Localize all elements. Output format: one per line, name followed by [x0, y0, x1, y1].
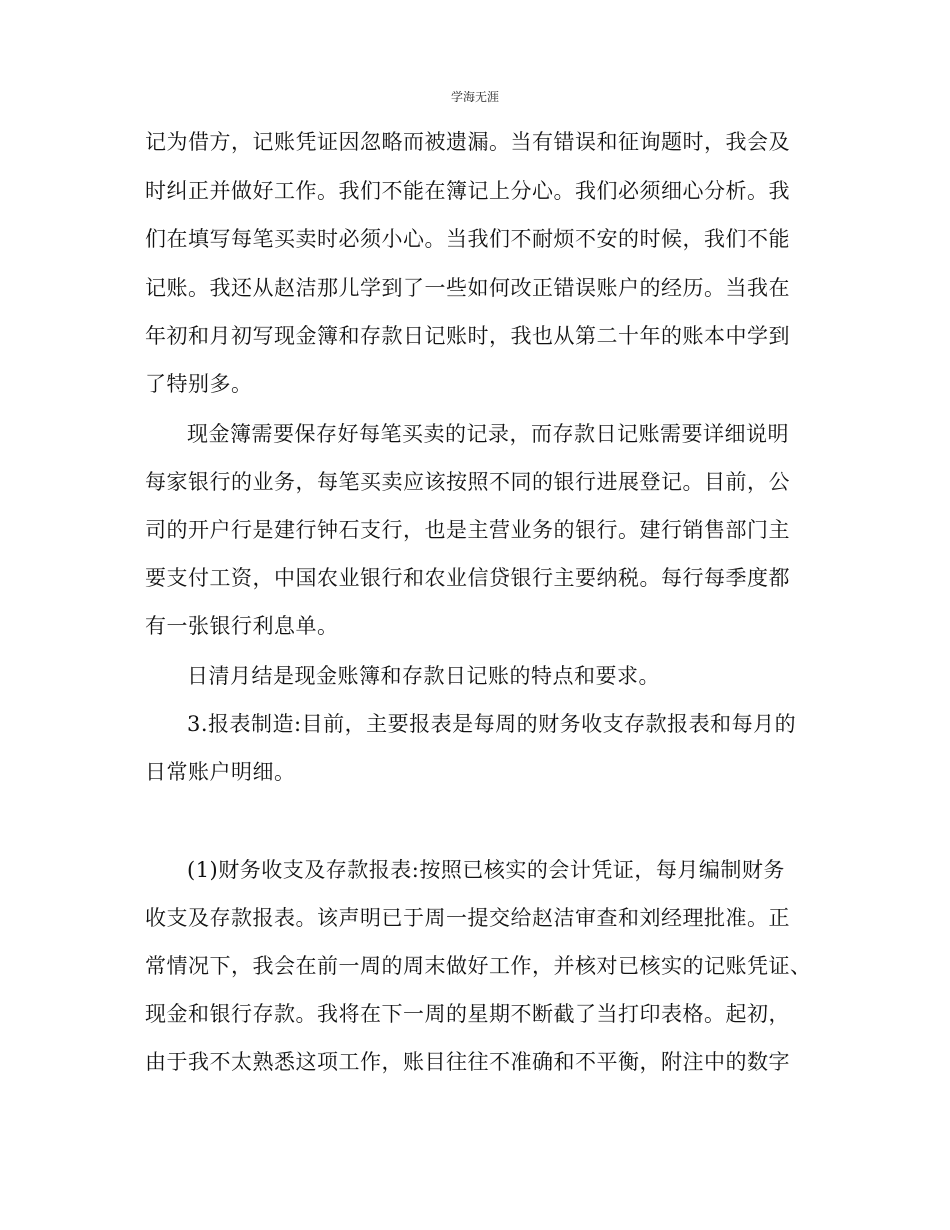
- paragraph-first-line: 现金簿需要保存好每笔买卖的记录，而存款日记账需要详细说明: [187, 422, 789, 446]
- text-line: 每家银行的业务，每笔买卖应该按照不同的银行进展登记。目前，公: [145, 470, 790, 494]
- text-line: 了特别多。: [145, 372, 253, 396]
- text-line: 记账。我还从赵洁那儿学到了一些如何改正错误账户的经历。当我在: [145, 276, 790, 300]
- paragraph-first-line: 3.报表制造:目前，主要报表是每周的财务收支存款报表和每月的: [187, 712, 797, 736]
- paragraph-first-line: 日清月结是现金账簿和存款日记账的特点和要求。: [187, 664, 660, 688]
- page-header: 学海无涯: [450, 90, 499, 104]
- text-line: 时纠正并做好工作。我们不能在簿记上分心。我们必须细心分析。我: [145, 179, 790, 203]
- text-line: 们在填写每笔买卖时必须小心。当我们不耐烦不安的时候，我们不能: [145, 227, 790, 251]
- text-line: 司的开户行是建行钟石支行，也是主营业务的银行。建行销售部门主: [145, 518, 790, 542]
- text-line: 由于我不太熟悉这项工作，账目往往不准确和不平衡，附注中的数字: [145, 1050, 790, 1074]
- text-line: 收支及存款报表。该声明已于周一提交给赵洁审查和刘经理批准。正: [145, 906, 790, 930]
- text-line: 要支付工资，中国农业银行和农业信贷银行主要纳税。每行每季度都: [145, 566, 790, 590]
- text-line: 年初和月初写现金簿和存款日记账时，我也从第二十年的账本中学到: [145, 324, 790, 348]
- text-line: 常情况下，我会在前一周的周末做好工作，并核对已核实的记账凭证、: [145, 954, 812, 978]
- text-line: 记为借方，记账凭证因忽略而被遗漏。当有错误和征询题时，我会及: [145, 130, 790, 154]
- text-line: 现金和银行存款。我将在下一周的星期不断截了当打印表格。起初，: [145, 1002, 790, 1026]
- paragraph-first-line: (1)财务收支及存款报表:按照已核实的会计凭证，每月编制财务: [187, 858, 785, 882]
- text-line: 有一张银行利息单。: [145, 614, 339, 638]
- text-line: 日常账户明细。: [145, 760, 296, 784]
